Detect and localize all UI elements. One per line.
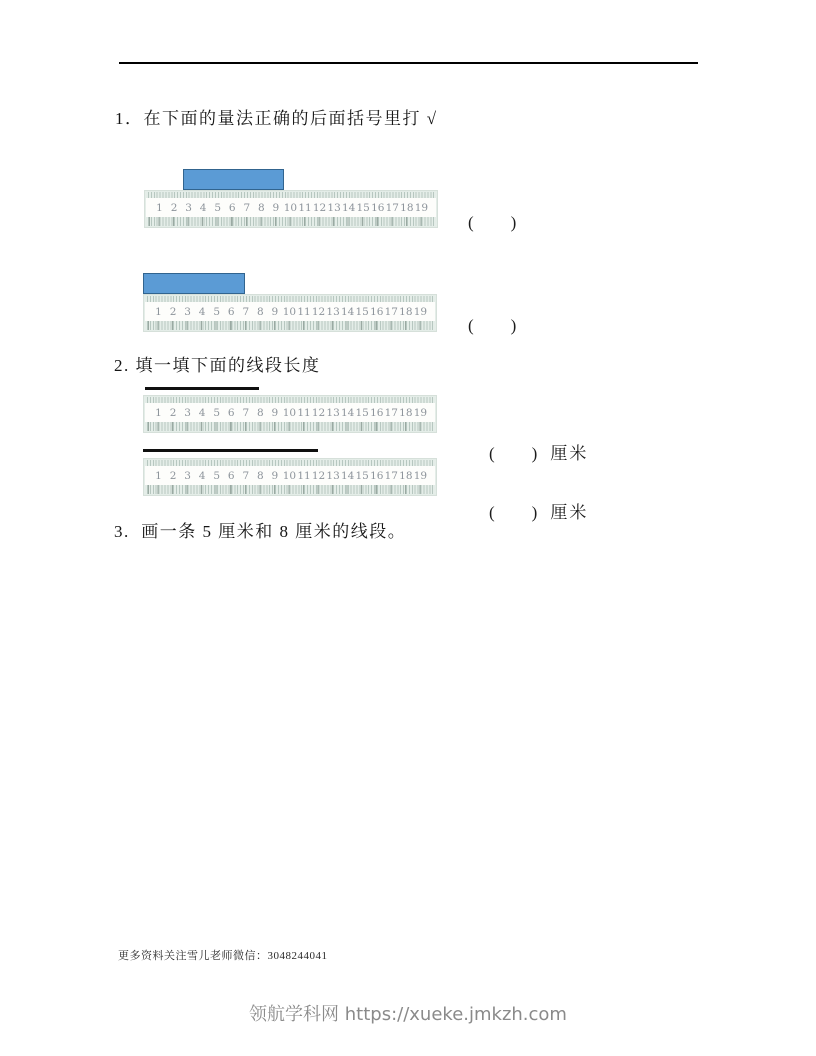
ruler-number: 8 <box>257 305 264 318</box>
ruler-number: 11 <box>297 305 311 318</box>
unit-label: 厘米 <box>550 503 589 522</box>
ruler-number: 5 <box>214 201 222 214</box>
ruler-1 <box>144 190 438 228</box>
ruler-number: 4 <box>199 201 207 214</box>
ruler-number: 10 <box>282 305 297 318</box>
ruler-number: 3 <box>184 406 191 419</box>
ruler-number: 4 <box>198 305 206 318</box>
ruler-scale <box>146 198 436 217</box>
ruler-number: 18 <box>399 469 413 482</box>
ruler-number: 13 <box>326 406 340 419</box>
ruler-number: 5 <box>213 406 221 419</box>
ruler-3 <box>143 395 437 433</box>
ruler-number: 15 <box>355 305 369 318</box>
ruler-number: 9 <box>271 469 279 482</box>
ruler-number: 6 <box>227 406 235 419</box>
ruler-number: 13 <box>327 201 341 214</box>
ruler-scale <box>145 403 435 422</box>
ruler-number: 3 <box>185 201 192 214</box>
ruler-number: 13 <box>326 469 340 482</box>
ruler-number: 12 <box>311 305 326 318</box>
answer-slot-q1-item2[interactable]: ( ) <box>468 316 518 335</box>
ruler-number: 17 <box>385 201 399 214</box>
question-3-text: 3. 画一条 5 厘米和 8 厘米的线段。 <box>114 522 407 541</box>
ruler-number: 11 <box>297 469 311 482</box>
ruler-number: 17 <box>384 469 398 482</box>
ruler-number: 13 <box>326 305 340 318</box>
ruler-number: 4 <box>198 406 206 419</box>
line-segment-2 <box>143 449 318 452</box>
ruler-number: 3 <box>184 469 191 482</box>
ruler-number: 3 <box>184 305 191 318</box>
answer-bracket[interactable]: ( ) <box>489 503 539 522</box>
ruler-number: 11 <box>298 201 312 214</box>
ruler-number: 8 <box>258 201 265 214</box>
ruler-number: 10 <box>283 201 298 214</box>
answer-slot-q2-item1[interactable] <box>468 419 588 484</box>
answer-slot-q2-item2[interactable] <box>468 478 588 543</box>
ruler-number: 9 <box>271 305 279 318</box>
measured-object-bar-2 <box>143 273 245 294</box>
answer-slot-q1-item1[interactable]: ( ) <box>468 213 518 232</box>
ruler-number: 12 <box>311 406 326 419</box>
ruler-number: 17 <box>384 305 398 318</box>
ruler-number: 7 <box>243 201 251 214</box>
ruler-number: 2 <box>169 469 177 482</box>
ruler-scale <box>145 466 435 485</box>
site-watermark: 领航学科网 https://xueke.jmkzh.com <box>249 1004 567 1025</box>
ruler-number: 19 <box>414 201 429 214</box>
ruler-number: 14 <box>341 201 356 214</box>
ruler-ticks-bottom <box>147 422 433 431</box>
ruler-number: 7 <box>242 469 250 482</box>
ruler-number: 9 <box>272 201 280 214</box>
question-2-text: 2. 填一填下面的线段长度 <box>114 356 321 375</box>
ruler-number: 5 <box>213 305 221 318</box>
ruler-number: 8 <box>257 406 264 419</box>
ruler-number: 14 <box>340 469 355 482</box>
ruler-number: 1 <box>156 201 163 214</box>
ruler-number: 10 <box>282 469 297 482</box>
ruler-number: 11 <box>297 406 311 419</box>
ruler-number: 16 <box>370 469 384 482</box>
ruler-number: 2 <box>169 406 177 419</box>
ruler-number: 12 <box>311 469 326 482</box>
ruler-number: 16 <box>370 406 384 419</box>
ruler-number: 2 <box>169 305 177 318</box>
ruler-number: 1 <box>155 469 162 482</box>
ruler-ticks-bottom <box>148 217 434 226</box>
ruler-number: 9 <box>271 406 279 419</box>
unit-label: 厘米 <box>550 444 589 463</box>
ruler-number: 15 <box>356 201 370 214</box>
ruler-number: 4 <box>198 469 206 482</box>
ruler-number: 19 <box>413 305 428 318</box>
ruler-number: 14 <box>340 305 355 318</box>
ruler-4 <box>143 458 437 496</box>
ruler-number: 6 <box>227 305 235 318</box>
ruler-scale <box>145 302 435 321</box>
ruler-number: 7 <box>242 406 250 419</box>
line-segment-1 <box>145 387 259 390</box>
ruler-number: 1 <box>155 305 162 318</box>
ruler-number: 18 <box>400 201 414 214</box>
ruler-number: 17 <box>384 406 398 419</box>
answer-bracket[interactable]: ( ) <box>489 444 539 463</box>
ruler-number: 19 <box>413 469 428 482</box>
ruler-2 <box>143 294 437 332</box>
ruler-number: 7 <box>242 305 250 318</box>
ruler-number: 2 <box>170 201 178 214</box>
ruler-number: 6 <box>228 201 236 214</box>
ruler-number: 12 <box>312 201 327 214</box>
ruler-number: 15 <box>355 469 369 482</box>
teacher-contact-note: 更多资料关注雪儿老师微信：3048244041 <box>118 950 328 962</box>
ruler-number: 14 <box>340 406 355 419</box>
ruler-number: 15 <box>355 406 369 419</box>
ruler-number: 18 <box>399 406 413 419</box>
ruler-number: 1 <box>155 406 162 419</box>
ruler-number: 16 <box>371 201 385 214</box>
header-rule <box>119 62 698 64</box>
ruler-number: 10 <box>282 406 297 419</box>
ruler-number: 16 <box>370 305 384 318</box>
ruler-ticks-bottom <box>147 321 433 330</box>
measured-object-bar-1 <box>183 169 284 190</box>
ruler-number: 19 <box>413 406 428 419</box>
ruler-number: 18 <box>399 305 413 318</box>
ruler-number: 8 <box>257 469 264 482</box>
ruler-number: 6 <box>227 469 235 482</box>
ruler-ticks-bottom <box>147 485 433 494</box>
question-1-text: 1．在下面的量法正确的后面括号里打 √ <box>115 109 438 128</box>
ruler-number: 5 <box>213 469 221 482</box>
